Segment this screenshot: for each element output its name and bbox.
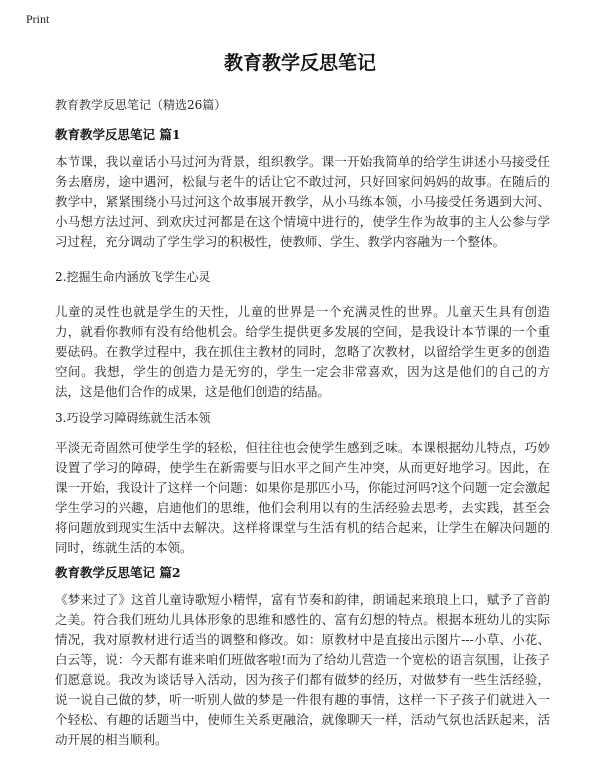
paragraph-2: 儿童的灵性也就是学生的天性，儿童的世界是一个充满灵性的世界。儿童天生具有创造力，就看你教师有没有给他机会。给学生提供更多发展的空间，是我设计本节课的一个重要砝码。在教学过程中，我在抓住主教材的同时，忽略了次教材，以留给学生更多的创造空间。我想，学生的创造力是无穷的，学生一定会非常喜欢，因为这是他们的自己的方法，这是他们合作的成果，这是他们创造的结晶。 <box>55 304 550 399</box>
sub-heading-3: 3.巧设学习障碍练就生活本领 <box>55 411 211 425</box>
section-heading-2: 教育教学反思笔记 篇2 <box>55 565 181 580</box>
section-heading-1: 教育教学反思笔记 篇1 <box>55 127 181 142</box>
paragraph-4: 《梦来过了》这首儿童诗歌短小精悍，富有节奏和韵律，朗诵起来琅琅上口，赋予了音韵之美。符合我们班幼儿具体形象的思维和感性的、富有幻想的特点。根据本班幼儿的实际情况，我对原教材进行适当的调整和修改。如：原教材中是直接出示图片---小草、小花、白云等，说：今天都有谁来咱们班做客啦!而为了给幼儿营造一个宽松的语言氛围，让孩子们愿意说。我改为谈话导入活动，因为孩子们都有做梦的经历，对做梦有一些生活经验，说一说自己做的梦，听一听别人做的梦是一件很有趣的事情，这样一下子孩子们就进入一个轻松、有趣的话题当中，使师生关系更融洽，就像聊天一样，活动气氛也活跃起来，活动开展的相当顺利。 <box>55 592 550 747</box>
paragraph-1: 本节课，我以童话小马过河为背景，组织教学。课一开始我简单的给学生讲述小马接受任务去磨房，途中遇河，松鼠与老牛的话让它不敢过河，只好回家问妈妈的故事。在随后的教学中，紧紧围绕小马过河这个故事展开教学，从小马练本领，小马接受任务遇到大河、小马想方法过河、到欢庆过河都是在这个情境中进行的，使学生作为故事的主人公参与学习过程，充分调动了学生学习的积极性，使教师、学生、教学内容融为一个整体。 <box>55 154 550 249</box>
document-subtitle: 教育教学反思笔记（精选26篇） <box>55 98 227 112</box>
sub-heading-2: 2.挖掘生命内涵放飞学生心灵 <box>55 270 211 284</box>
print-link[interactable]: Print <box>26 12 50 26</box>
paragraph-3: 平淡无奇固然可使学生学的轻松，但往往也会使学生感到乏味。本课根据幼儿特点，巧妙设置了学习的障碍，使学生在新需要与旧水平之间产生冲突，从而更好地学习。因此，在课一开始，我设计了这样一个问题：如果你是那匹小马，你能过河吗?这个问题一定会激起学生学习的兴趣，启迪他们的思维，他们会利用以有的生活经验去思考，去实践，甚至会将问题放到现实生活中去解决。这样将课堂与生活有机的结合起来，让学生在解决问题的同时，练就生活的本领。 <box>55 440 550 555</box>
page-title: 教育教学反思笔记 <box>223 52 376 74</box>
